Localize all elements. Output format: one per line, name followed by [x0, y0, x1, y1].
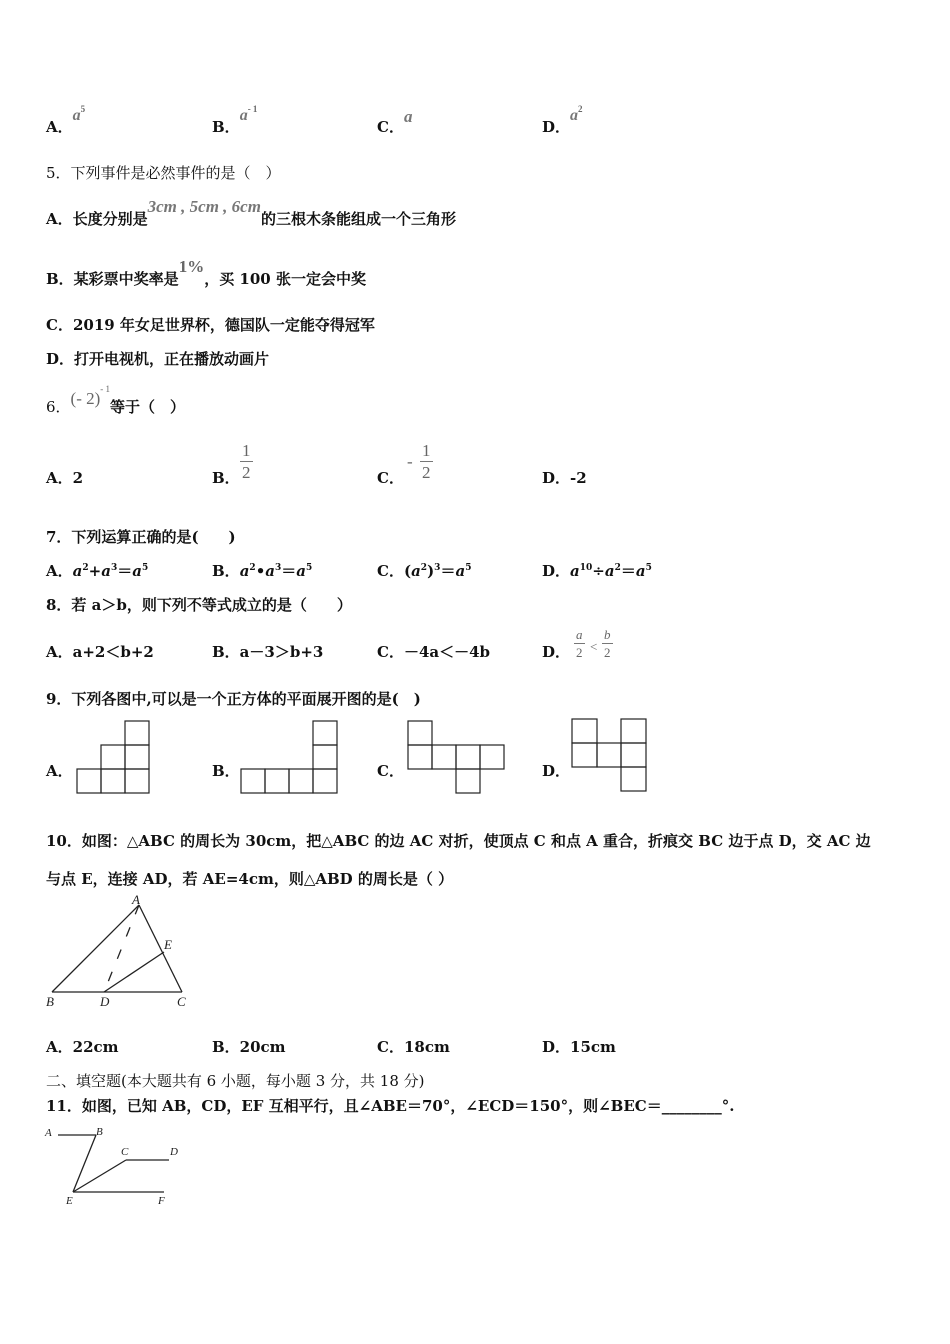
q8-option-d: D． [542, 643, 571, 661]
q5-option-c: C．2019 年女足世界杯，德国队一定能夺得冠军 [46, 316, 375, 334]
q8-stem: 8．若 a＞b，则下列不等式成立的是（ ） [46, 596, 352, 614]
q10-option-b: B．20cm [212, 1038, 286, 1056]
q10-label-a: A [132, 892, 140, 907]
q7-option-d: D．$a^{10}\div a^2=a^5$ [542, 562, 652, 580]
q6-option-d: D．-2 [542, 469, 587, 487]
q6-stem: 6．(- 2)$^{- 1}$等于（ ） [46, 384, 186, 416]
q11-segment-ec [73, 1160, 126, 1192]
q8-option-d-left-fraction: $\frac{a}{2}$ [576, 627, 583, 660]
q10-option-d: D．15cm [542, 1038, 616, 1056]
q10-option-c: C．18cm [377, 1038, 450, 1056]
q9-option-b: B． [212, 762, 240, 780]
q10-option-a: A．22cm [46, 1038, 119, 1056]
q10-segment-ac [139, 905, 182, 992]
q11-label-f: F [158, 1195, 165, 1207]
q5-option-a: A．长度分别是3cm , 5cm , 6cm的三根木条能组成一个三角形 [46, 197, 456, 228]
q9-option-a: A． [46, 762, 73, 780]
q8-option-d-right-fraction: $\frac{b}{2}$ [604, 627, 611, 660]
q5-stem: 5．下列事件是必然事件的是（ ） [46, 164, 281, 182]
q4-option-a: A．$a^5$ [46, 104, 86, 136]
q4-option-b: B．$a^{- 1}$ [212, 104, 258, 136]
q10-segment-ab [52, 905, 139, 992]
q8-option-a: A．a+2＜b+2 [46, 643, 154, 661]
q7-option-b: B．$a^2•a^3=a^5$ [212, 562, 313, 580]
q10-label-c: C [177, 994, 186, 1009]
q9-stem: 9．下列各图中,可以是一个正方体的平面展开图的是( ) [46, 690, 421, 708]
q9-net-a [76, 720, 152, 794]
q9-option-d: D． [542, 762, 571, 780]
q8-option-b: B．a－3＞b+3 [212, 643, 324, 661]
q11-label-d: D [170, 1146, 178, 1158]
q6-option-c-sign: - [407, 452, 413, 471]
q11-label-a: A [45, 1127, 52, 1139]
q9-net-d [571, 718, 649, 794]
q10-segment-ad [104, 905, 139, 992]
q6-option-b: B． [212, 469, 240, 487]
q10-figure [44, 894, 194, 1012]
q6-option-c-fraction: $\frac{1}{2}$ [422, 441, 431, 482]
q9-net-c [407, 720, 507, 794]
q8-option-d-op: < [590, 639, 598, 654]
q4-option-d: D．$a^2$ [542, 104, 583, 136]
q11-stem: 11．如图，已知 AB，CD，EF 互相平行，且∠ABE＝70°，∠ECD＝150°，则∠BEC＝________°. [46, 1097, 735, 1115]
section2-title: 二、填空题(本大题共有 6 小题，每小题 3 分，共 18 分) [46, 1072, 425, 1090]
q6-option-c: C． [377, 469, 404, 487]
q10-segment-de [104, 952, 164, 992]
q8-option-c: C．－4a＜－4b [377, 643, 491, 661]
q9-net-b [240, 720, 340, 794]
q6-option-a: A．2 [46, 469, 84, 487]
q11-segment-be [73, 1135, 96, 1192]
q7-stem: 7．下列运算正确的是( ) [46, 528, 236, 546]
q7-option-a: A．$a^2+a^3=a^5$ [46, 562, 149, 580]
q10-label-e: E [164, 937, 172, 952]
q6-option-b-fraction: $\frac{1}{2}$ [242, 441, 251, 482]
q11-figure [44, 1122, 194, 1212]
q10-label-d: D [100, 994, 110, 1009]
q7-option-c: C．$(a^2)^3=a^5$ [377, 562, 472, 580]
q11-label-c: C [121, 1146, 129, 1158]
q10-stem-line2: 与点 E，连接 AD，若 AE=4cm，则△ABD 的周长是（ ） [46, 870, 454, 888]
q11-label-e: E [66, 1195, 73, 1207]
q5-option-d: D．打开电视机，正在播放动画片 [46, 350, 270, 368]
q10-label-b: B [46, 994, 54, 1009]
q11-label-b: B [96, 1126, 103, 1138]
q10-stem-line1: 10．如图：△ABC 的周长为 30cm，把△ABC 的边 AC 对折，使顶点 C 和点 A 重合，折痕交 BC 边于点 D，交 AC 边 [46, 832, 871, 850]
q5-option-b: B．某彩票中奖率是1%，买 100 张一定会中奖 [46, 257, 366, 288]
q4-option-c: C．a [377, 107, 413, 136]
q9-option-c: C． [377, 762, 404, 780]
